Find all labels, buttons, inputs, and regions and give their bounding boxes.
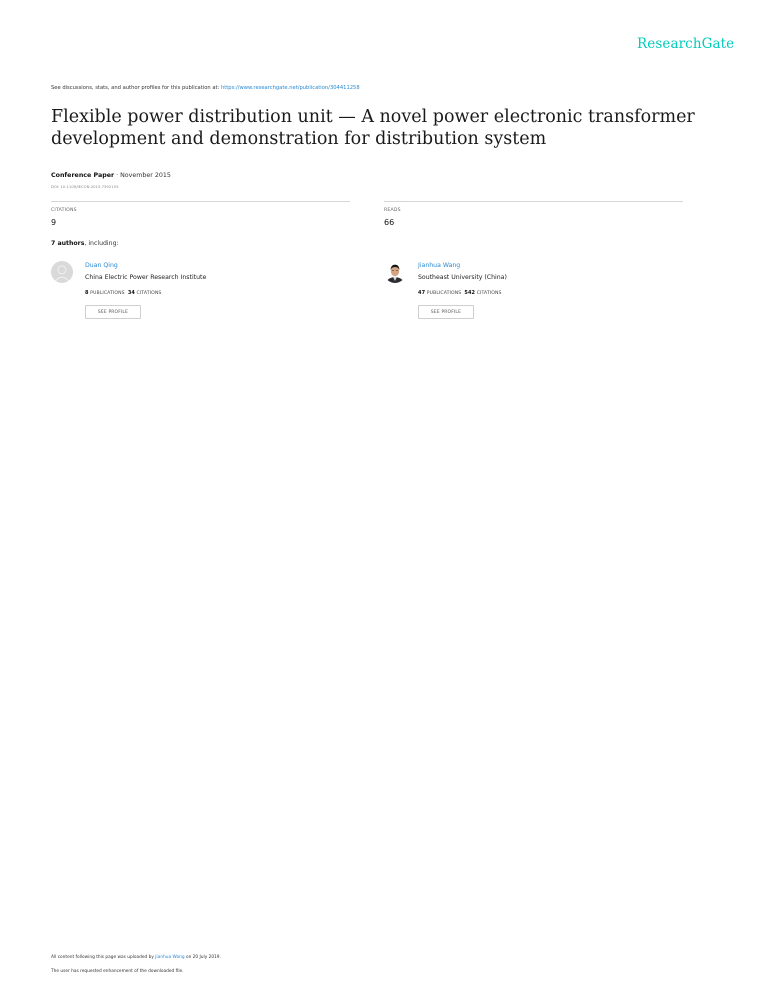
reads-count: 66 <box>384 218 395 227</box>
see-discussions-line <box>51 85 360 91</box>
publication-type-line <box>51 172 171 179</box>
author-stats <box>85 290 161 296</box>
placeholder-avatar-icon <box>51 261 73 283</box>
doi: DOI: 10.1109/IECON.2015.7392155 <box>51 184 119 189</box>
divider-left <box>51 201 350 202</box>
author-name-link[interactable]: Jianhua Wang <box>418 262 461 269</box>
publication-url-link[interactable]: https://www.researchgate.net/publication/304411258 <box>220 85 360 91</box>
citations-label: CITATIONS <box>51 208 77 213</box>
author-citations-label: CITATIONS <box>475 291 502 296</box>
author-stats <box>418 290 502 296</box>
see-discussions-text: See discussions, stats, and author profiles for this publication at: <box>51 85 221 91</box>
author-publications-count: 47 <box>418 290 426 296</box>
author-publications-label: PUBLICATIONS <box>425 291 462 296</box>
reads-label: READS <box>384 208 401 213</box>
author-name-link[interactable]: Duan Qing <box>85 262 118 269</box>
publication-date: · November 2015 <box>114 172 171 179</box>
author-institution: Southeast University (China) <box>418 274 507 281</box>
authors-including-text: , including: <box>84 240 119 247</box>
author-citations-count: 34 <box>127 290 135 296</box>
see-profile-button[interactable]: SEE PROFILE <box>85 305 141 319</box>
author-citations-label: CITATIONS <box>134 291 162 296</box>
researchgate-logo[interactable]: ResearchGate <box>637 36 735 52</box>
author-institution: China Electric Power Research Institute <box>85 274 207 281</box>
author-photo-icon <box>384 261 406 283</box>
author-publications-label: PUBLICATIONS <box>88 291 125 296</box>
author-avatar[interactable] <box>51 261 73 283</box>
paper-title: Flexible power distribution unit — A novel power electronic transformer development and demonstration for distribution system <box>51 107 695 149</box>
uploader-link[interactable]: Jianhua Wang <box>155 955 185 960</box>
authors-count: 7 authors <box>51 240 85 247</box>
see-profile-button[interactable]: SEE PROFILE <box>418 305 474 319</box>
publication-type: Conference Paper <box>51 172 115 179</box>
enhancement-request-note: The user has requested enhancement of the downloaded file. <box>51 969 184 974</box>
authors-including <box>51 240 119 247</box>
uploaded-by-line <box>51 955 221 960</box>
author-publications-count: 8 <box>85 290 89 296</box>
uploaded-by-prefix: All content following this page was uploaded by <box>51 955 156 960</box>
citations-count: 9 <box>51 218 57 227</box>
author-avatar[interactable] <box>384 261 406 283</box>
author-citations-count: 542 <box>464 290 476 296</box>
uploaded-date: on 20 July 2019. <box>184 955 221 960</box>
divider-right <box>384 201 683 202</box>
